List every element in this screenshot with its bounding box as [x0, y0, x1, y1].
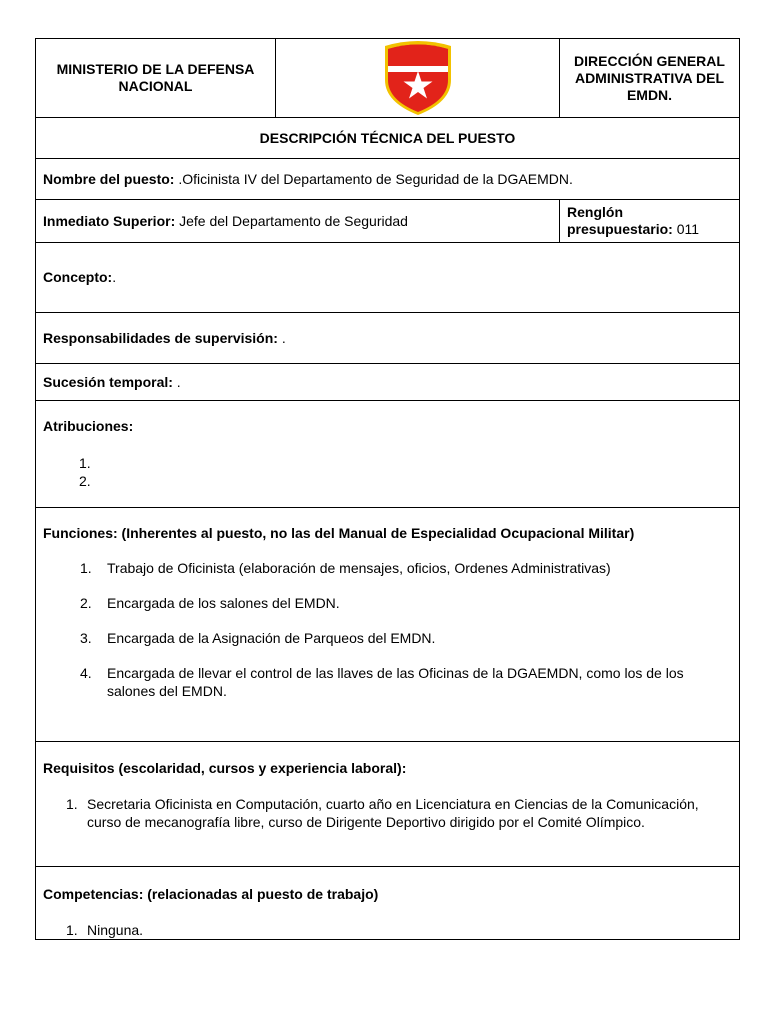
funcion-item: [43, 664, 732, 700]
item-number: 2.: [80, 595, 92, 611]
concepto-cell: [36, 243, 740, 313]
nombre-label: Nombre del puesto:: [43, 171, 175, 187]
supervision-row: [36, 313, 740, 364]
direction-name: DIRECCIÓN GENERAL ADMINISTRATIVA DEL EMDN.: [560, 39, 740, 118]
competencias-label-b: (relacionadas al puesto de trabajo): [143, 886, 379, 902]
concepto-label: Concepto:: [43, 269, 113, 285]
atribuciones-label: Atribuciones:: [43, 418, 134, 434]
supervision-value: .: [277, 330, 286, 346]
item-text: Secretaria Oficinista en Computación, cuarto año en Licenciatura en Ciencias de la Comunicación, curso de mecanografía libre, curso de Dirigente Deportivo dirigido por el Comité Olímpico.: [87, 796, 699, 830]
supervision-cell: [36, 313, 740, 364]
competencias-cell: [36, 867, 740, 940]
atribuciones-row: [36, 401, 740, 508]
concepto-value: .: [112, 269, 117, 285]
atribucion-item: 2.: [79, 473, 91, 489]
item-number: 1.: [66, 796, 78, 812]
requisitos-list: [43, 795, 732, 831]
superior-row: [36, 200, 740, 243]
renglon-label: Renglón presupuestario:: [567, 204, 673, 237]
item-text: Encargada de los salones del EMDN.: [107, 595, 340, 611]
funciones-label: Funciones: (Inherentes al puesto, no las del Manual de Especialidad Ocupacional Militar): [43, 525, 635, 541]
job-description-table: [35, 38, 740, 940]
atribuciones-cell: [36, 401, 740, 508]
item-number: 4.: [80, 665, 92, 681]
job-description-document: [35, 38, 739, 940]
item-text: Trabajo de Oficinista (elaboración de mensajes, oficios, Ordenes Administrativas): [107, 560, 611, 576]
funciones-cell: [36, 508, 740, 742]
item-number: 1.: [80, 560, 92, 576]
renglon-cell: [560, 200, 740, 243]
superior-value: Jefe del Departamento de Seguridad: [175, 213, 408, 229]
funcion-item: [43, 594, 732, 612]
superior-cell: [36, 200, 560, 243]
requisito-item: [43, 795, 732, 831]
nombre-value: .Oficinista IV del Departamento de Seguridad de la DGAEMDN.: [174, 171, 573, 187]
renglon-value: 011: [672, 221, 700, 237]
competencias-row: [36, 867, 740, 940]
competencias-label-a: Competencias:: [43, 886, 144, 902]
requisitos-cell: [36, 742, 740, 867]
logo-cell: [276, 39, 560, 118]
funcion-item: [43, 559, 732, 577]
header-row: [36, 39, 740, 118]
superior-label: Inmediato Superior:: [43, 213, 176, 229]
funciones-list: [43, 559, 732, 700]
competencias-label: [43, 886, 732, 902]
emdn-shield-logo: [382, 40, 454, 116]
competencias-list: [43, 921, 732, 939]
nombre-row: [36, 159, 740, 200]
item-text: Encargada de la Asignación de Parqueos del EMDN.: [107, 630, 436, 646]
funciones-row: [36, 508, 740, 742]
sucesion-cell: [36, 364, 740, 401]
funcion-item: [43, 629, 732, 647]
sucesion-label: Sucesión temporal:: [43, 374, 173, 390]
document-title: DESCRIPCIÓN TÉCNICA DEL PUESTO: [36, 118, 740, 159]
title-row: [36, 118, 740, 159]
ministry-name: MINISTERIO DE LA DEFENSA NACIONAL: [36, 39, 276, 118]
supervision-label: Responsabilidades de supervisión:: [43, 330, 278, 346]
requisitos-label: Requisitos (escolaridad, cursos y experiencia laboral):: [43, 760, 407, 776]
concepto-row: [36, 243, 740, 313]
competencia-item: [43, 921, 732, 939]
item-number: 3.: [80, 630, 92, 646]
nombre-cell: [36, 159, 740, 200]
requisitos-row: [36, 742, 740, 867]
atribucion-item: 1.: [79, 455, 91, 471]
item-text: Encargada de llevar el control de las llaves de las Oficinas de la DGAEMDN, como los de los salones del EMDN.: [107, 665, 684, 699]
item-number: 1.: [66, 922, 78, 938]
item-text: Ninguna.: [87, 922, 144, 938]
sucesion-value: .: [172, 374, 181, 390]
sucesion-row: [36, 364, 740, 401]
atribuciones-list: [43, 454, 732, 490]
